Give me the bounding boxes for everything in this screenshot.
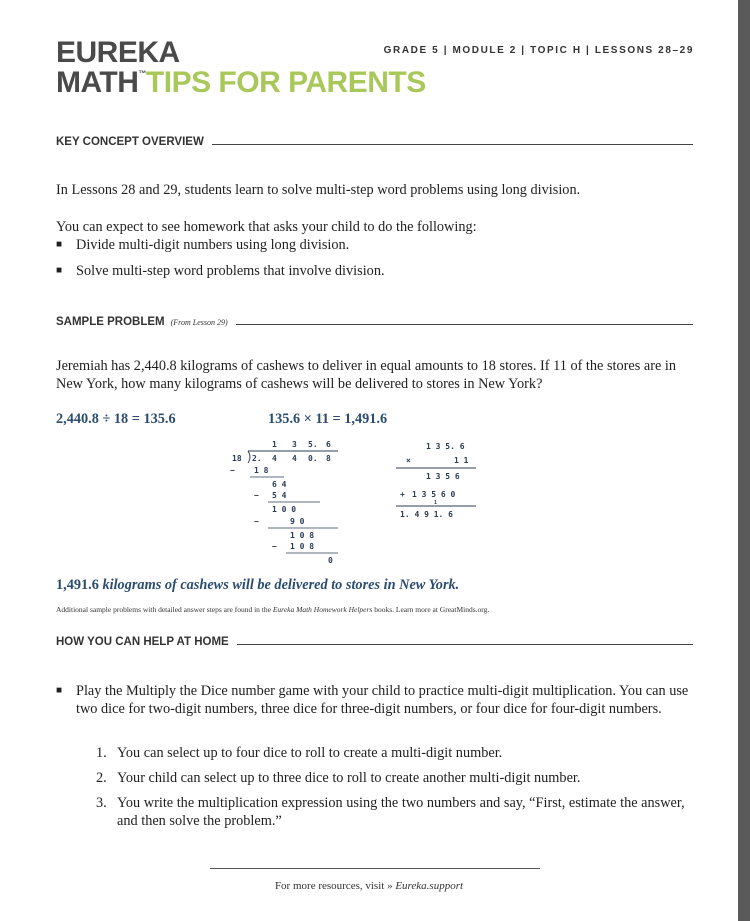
section-rule	[236, 324, 693, 325]
multiplicand: 1 3 5. 6	[426, 442, 465, 451]
minus-sign: −	[272, 542, 277, 551]
logo-eureka: EUREKA	[56, 36, 180, 69]
division-remainder: 0	[328, 556, 333, 565]
grade-module-label: GRADE 5 | MODULE 2 | TOPIC H | LESSONS 28–29	[383, 45, 694, 56]
key-concept-heading: KEY CONCEPT OVERVIEW	[56, 135, 693, 149]
division-step: 1 8	[254, 466, 269, 475]
sample-problem-text: Jeremiah has 2,440.8 kilograms of cashews to deliver in equal amounts to 18 stores. If 11 of the stores are in New York, how many kilograms of cashews will be delivered to stores in New York?	[56, 358, 677, 392]
footer: For more resources, visit » Eureka.support	[274, 880, 464, 892]
quotient-digit: 1	[272, 440, 277, 449]
logo-tips-for-parents: TIPS FOR PARENTS	[145, 66, 426, 99]
bullet-icon: ■	[56, 685, 63, 696]
dividend-digit: 2.	[252, 454, 262, 463]
minus-sign: −	[254, 517, 259, 526]
key-concept-expect: You can expect to see homework that asks your child to do the following:	[56, 219, 477, 235]
sample-problem-source: (From Lesson 29)	[170, 317, 228, 327]
plus-sign: +	[400, 490, 405, 499]
dividend-digit: 0.	[308, 454, 318, 463]
sample-answer: 1,491.6 kilograms of cashews will be delivered to stores in New York.	[56, 577, 460, 593]
dividend-digit: 4	[272, 454, 277, 463]
partial-product: 1 3 5 6	[426, 472, 460, 481]
division-step: 1 0 0	[272, 505, 297, 514]
product-result: 1. 4 9 1. 6	[400, 510, 453, 519]
key-concept-intro: In Lessons 28 and 29, students learn to solve multi-step word problems using long division.	[56, 182, 581, 198]
division-step: 5 4	[272, 491, 287, 500]
footer-rule	[210, 868, 540, 869]
arrow-icon: »	[387, 880, 393, 892]
logo-trademark: ™	[138, 69, 146, 78]
document-page: EUREKA MATH™TIPS FOR PARENTS GRADE 5 | MODULE 2 | TOPIC H | LESSONS 28–29 KEY CONCEPT OVERVIEW In Lessons 28 and 29, students learn to solve multi-step word problems using long division. You can expect to see homework that asks your child to do the following: ■ Divide multi-digit numbers using long division. ■ Solve multi-step word problems that involve division. SAMPLE PROBLEM (From Lesson 29) Jeremiah has 2,440.8 kilograms of cashews to deliver in equal amounts to 18 stores. If 11 of the stores are in New York, how many kilograms of cashews will be delivered to stores in New York? 2,440.8 ÷ 18 = 135.6 135.6 × 11 = 1,491.6 1 3 5. 6 18 2. 4 4 0. 8 − 1 8 6 4 − 5 4 1 0 0 − 9 0 1 0 8 − 1 0 8 0 1 3 5. 6 × 1 1 1 3 5 6 + 1 3 5 6 0 1 1. 4 9 1. 6 1,491.6 kilograms of cashews will be delivered to stores in New York. Additional sample problems with detailed answer steps are found in the Eureka Math Homework Helpers books. Learn more at GreatMinds.org. HOW YOU CAN HELP AT HOME ■ Play the Multiply the Dice number game with your child to practice multi-digit multiplication. You can use two dice for two-digit numbers, three dice for three-digit numbers, or four dice for four-digit numbers. 1. You can select up to four dice to roll to create a multi-digit number. 2. Your child can select up to three dice to roll to create another multi-digit number. 3. You write the multiplication expression using the two numbers and say, “First, estimate the answer, and then solve the problem.” For more resources, visit » Eureka.support	[0, 0, 738, 921]
additional-problems-note: Additional sample problems with detailed answer steps are found in the Eureka Math Homework Helpers books. Learn more at GreatMinds.org.	[56, 605, 490, 614]
multiplication-equation: 135.6 × 11 = 1,491.6	[268, 411, 388, 427]
bullet-icon: ■	[56, 265, 63, 276]
sample-problem-heading: SAMPLE PROBLEM (From Lesson 29)	[56, 315, 693, 329]
minus-sign: −	[230, 466, 235, 475]
minus-sign: −	[254, 491, 259, 500]
division-step: 9 0	[290, 517, 305, 526]
eureka-support-link[interactable]: Eureka.support	[395, 880, 464, 892]
section-rule	[212, 144, 693, 145]
division-step: 1 0 8	[290, 542, 315, 551]
division-bracket	[248, 451, 250, 463]
bullet-icon: ■	[56, 239, 63, 250]
division-step: 1 0 8	[290, 531, 315, 540]
multiplier: 1 1	[454, 456, 469, 465]
partial-product: 1 3 5 6 0	[412, 490, 456, 499]
quotient-digit: 5.	[308, 440, 318, 449]
logo-math: MATH	[56, 66, 139, 99]
division-step: 6 4	[272, 480, 287, 489]
help-at-home-heading: HOW YOU CAN HELP AT HOME	[56, 635, 693, 649]
dividend-digit: 8	[326, 454, 331, 463]
long-division-work	[224, 436, 348, 568]
quotient-digit: 6	[326, 440, 331, 449]
section-rule	[237, 644, 693, 645]
divisor: 18	[232, 454, 242, 463]
dividend-digit: 4	[292, 454, 297, 463]
eureka-math-logo	[56, 38, 426, 98]
carry-digit: 1	[434, 500, 438, 506]
division-equation: 2,440.8 ÷ 18 = 135.6	[56, 411, 176, 427]
quotient-digit: 3	[292, 440, 297, 449]
multiplication-work	[392, 436, 484, 522]
times-sign: ×	[406, 456, 411, 465]
